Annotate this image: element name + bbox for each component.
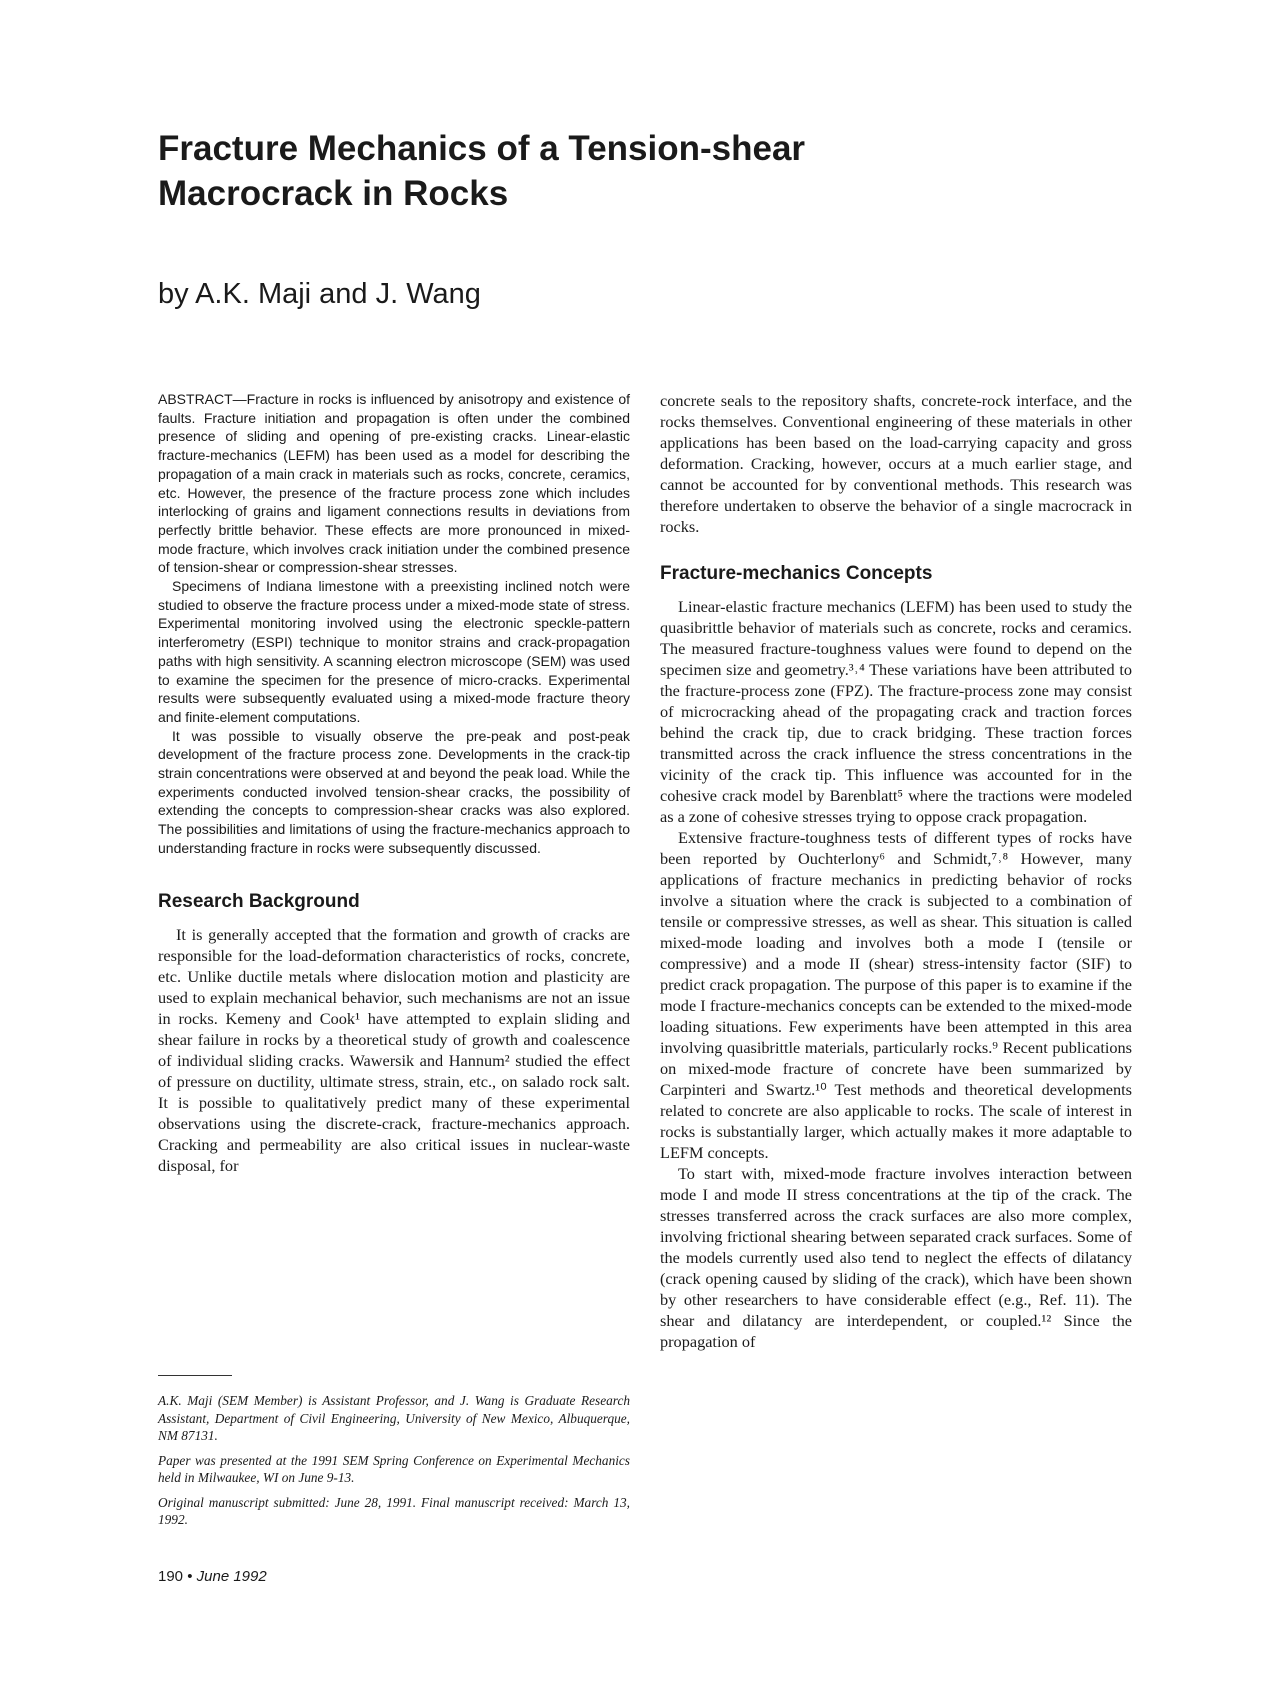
abstract-paragraph-2: Specimens of Indiana limestone with a preexisting inclined notch were studied to observe the fracture process under a mixed-mode state of stress. Experimental monitoring involved using the electronic speckle-pattern interferometry (ESPI) technique to monitor strains and crack-propagation paths with high sensitivity. A scanning electron microscope (SEM) was used to examine the specimen for the presence of micro-cracks. Experimental results were subsequently evaluated using a mixed-mode fracture theory and finite-element computations. — [158, 578, 630, 725]
page-footer — [158, 1568, 267, 1585]
left-column — [158, 390, 630, 1176]
fracture-concepts-paragraph-1: Linear-elastic fracture mechanics (LEFM) has been used to study the quasibrittle behavior of materials such as concrete, rocks and ceramics. The measured fracture-toughness values were found to depend on the specimen size and geometry.³˒⁴ These variations have been attributed to the fracture-process zone (FPZ). The fracture-process zone may consist of microcracking ahead of the propagating crack and traction forces behind the crack tip, due to crack bridging. These traction forces transmitted across the crack influence the stress concentrations in the vicinity of the crack tip. This influence was accounted for in the cohesive crack model by Barenblatt⁵ where the tractions were modeled as a zone of cohesive stresses trying to oppose crack propagation. — [660, 597, 1132, 826]
footnotes — [158, 1392, 630, 1536]
abstract-paragraph-3: It was possible to visually observe the pre-peak and post-peak development of the fracture process zone. Developments in the crack-tip strain concentrations were observed at and beyond the peak load. While the experiments conducted involved tension-shear cracks, the possibility of extending the concepts to compression-shear cracks was also explored. The possibilities and limitations of using the fracture-mechanics approach to understanding fracture in rocks were subsequently discussed. — [158, 727, 630, 856]
page-number: 190 — [158, 1568, 184, 1585]
abstract — [158, 390, 630, 858]
footnote-manuscript-dates: Original manuscript submitted: June 28, 1991. Final manuscript received: March 13, 1992. — [158, 1494, 630, 1527]
fracture-concepts-paragraph-2: Extensive fracture-toughness tests of different types of rocks have been reported by Ouchterlony⁶ and Schmidt,⁷˒⁸ However, many applications of fracture mechanics in predicting behavior of rocks involve a situation where the crack is subjected to a combination of tensile or compressive stresses, as well as shear. This situation is called mixed-mode loading and involves both a mode I (tensile or compressive) and a mode II (shear) stress-intensity factor (SIF) to predict crack propagation. The purpose of this paper is to examine if the mode I fracture-mechanics concepts can be extended to the mixed-mode loading situations. Few experiments have been attempted in this area involving quasibrittle materials, particularly rocks.⁹ Recent publications on mixed-mode fracture of concrete have been summarized by Carpinteri and Swartz.¹⁰ Test methods and theoretical developments related to concrete are also applicable to rocks. The scale of interest in rocks is substantially larger, which actually makes it more adaptable to LEFM concepts. — [660, 828, 1132, 1162]
paper-title: Fracture Mechanics of a Tension-shear Macrocrack in Rocks — [158, 129, 806, 213]
research-background-paragraph-1: It is generally accepted that the formation and growth of cracks are responsible for the load-deformation characteristics of rocks, concrete, etc. Unlike ductile metals where dislocation motion and plasticity are used to explain mechanical behavior, such mechanisms are not an issue in rocks. Kemeny and Cook¹ have attempted to explain sliding and shear failure in rocks by a theoretical study of growth and coalescence of individual sliding cracks. Wawersik and Hannum² studied the effect of pressure on ductility, ultimate stress, strain, etc., on salado rock salt. It is possible to qualitatively predict many of these experimental observations using the discrete-crack, fracture-mechanics approach. Cracking and permeability are also critical issues in nuclear-waste disposal, for — [158, 924, 630, 1175]
research-background-continuation: concrete seals to the repository shafts, concrete-rock interface, and the rocks themselves. Conventional engineering of these materials in other applications has been based on the load-carrying capacity and gross deformation. Cracking, however, occurs at a much earlier stage, and cannot be accounted for by conventional methods. This research was therefore undertaken to observe the behavior of a single macrocrack in rocks. — [660, 391, 1132, 536]
issue-date: June 1992 — [196, 1568, 267, 1585]
footnote-rule — [158, 1375, 232, 1376]
footer-separator: • — [187, 1568, 193, 1585]
fracture-concepts-paragraph-3: To start with, mixed-mode fracture involves interaction between mode I and mode II stress concentrations at the tip of the crack. The stresses transferred across the crack surfaces are also more complex, involving frictional shearing between separated crack surfaces. Some of the models currently used also tend to neglect the effects of dilatancy (crack opening caused by sliding of the crack), which have been shown by other researchers to have considerable effect (e.g., Ref. 11). The shear and dilatancy are interdependent, or coupled.¹² Since the propagation of — [660, 1164, 1132, 1351]
author-byline: by A.K. Maji and J. Wang — [158, 278, 481, 310]
abstract-paragraph-1: ABSTRACT—Fracture in rocks is influenced by anisotropy and existence of faults. Fracture initiation and propagation is often under the combined presence of sliding and opening of pre-existing cracks. Linear-elastic fracture-mechanics (LEFM) has been used as a model for describing the propagation of a main crack in materials such as rocks, concrete, ceramics, etc. However, the presence of the fracture process zone which includes interlocking of grains and ligament connections results in deviations from perfectly brittle behavior. These effects are more pronounced in mixed-mode fracture, which involves crack initiation under the combined presence of tension-shear or compression-shear stresses. — [158, 391, 630, 576]
right-column — [660, 390, 1132, 1352]
footnote-conference: Paper was presented at the 1991 SEM Spring Conference on Experimental Mechanics held in Milwaukee, WI on June 9-13. — [158, 1452, 630, 1485]
footnote-authors: A.K. Maji (SEM Member) is Assistant Professor, and J. Wang is Graduate Research Assistant, Department of Civil Engineering, University of New Mexico, Albuquerque, NM 87131. — [158, 1393, 630, 1443]
research-background-body — [158, 924, 630, 1176]
section-heading-research-background: Research Background — [158, 890, 360, 912]
section-heading-fracture-concepts: Fracture-mechanics Concepts — [660, 563, 933, 584]
